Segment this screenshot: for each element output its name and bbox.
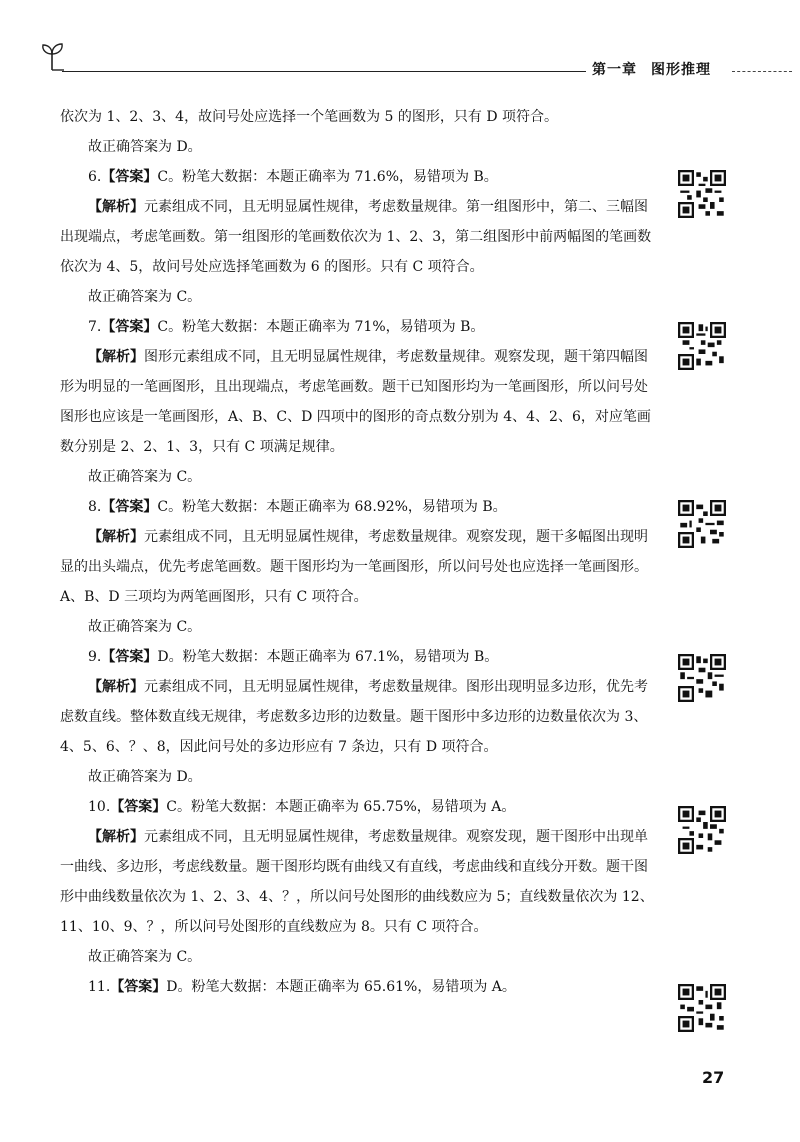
question-number: 11. <box>88 979 111 995</box>
chapter-number: 第一章 <box>592 62 637 78</box>
answer-tag: 【答案】 <box>101 649 158 665</box>
question-number: 6. <box>88 169 102 185</box>
answer-text: C。粉笔大数据：本题正确率为 71.6%，易错项为 B。 <box>157 169 498 185</box>
explanation-tag: 【解析】 <box>88 829 144 845</box>
explanation-tag: 【解析】 <box>88 529 144 545</box>
answer-conclusion: 故正确答案为 C。 <box>88 289 202 305</box>
page-header <box>0 0 800 80</box>
answer-conclusion: 故正确答案为 D。 <box>88 769 202 785</box>
answer-text: C。粉笔大数据：本题正确率为 71%，易错项为 B。 <box>157 319 485 335</box>
explanation-10 <box>60 822 660 942</box>
qr-code-icon[interactable] <box>678 984 726 1032</box>
question-number: 10. <box>88 799 111 815</box>
answer-text: C。粉笔大数据：本题正确率为 68.92%，易错项为 B。 <box>157 499 507 515</box>
explanation-6 <box>60 192 660 282</box>
answer-line-7 <box>60 312 660 342</box>
answer-line-11 <box>60 972 660 1002</box>
answer-tag: 【答案】 <box>101 319 158 335</box>
answer-line-10 <box>60 792 660 822</box>
explanation-text: 图形元素组成不同，且无明显属性规律，考虑数量规律。观察发现，题干第四幅图形为明显的一笔画图形，且出现端点，考虑笔画数。题干已知图形均为一笔画图形，所以问号处图形也应该是一笔画图形，A、B、C、D 四项中的图形的奇点数分别为 4、4、2、6，对应笔画数分别是 2、2、1、3，只有 C 项满足规律。 <box>60 349 651 455</box>
header-rule-dashed <box>732 71 792 72</box>
answer-conclusion: 故正确答案为 C。 <box>88 619 202 635</box>
qr-code-icon[interactable] <box>678 500 726 548</box>
question-number: 9. <box>88 649 102 665</box>
answer-line-9 <box>60 642 660 672</box>
answer-line-6 <box>60 162 660 192</box>
answer-tag: 【答案】 <box>110 799 167 815</box>
page-body <box>60 102 660 1002</box>
answer-tag: 【答案】 <box>101 169 158 185</box>
answer-tag: 【答案】 <box>110 979 167 995</box>
chapter-heading <box>592 59 711 79</box>
header-rule <box>62 71 586 72</box>
qr-code-icon[interactable] <box>678 322 726 370</box>
page-number: 27 <box>702 1068 725 1087</box>
answer-text: D。粉笔大数据：本题正确率为 67.1%，易错项为 B。 <box>157 649 499 665</box>
explanation-9 <box>60 672 660 762</box>
explanation-text: 元素组成不同，且无明显属性规律，考虑数量规律。观察发现，题干多幅图出现明显的出头端点，优先考虑笔画数。题干图形均为一笔画图形，所以问号处也应选择一笔画图形。A、B、D 三项均为两笔画图形，只有 C 项符合。 <box>60 529 648 605</box>
explanation-7 <box>60 342 660 462</box>
explanation-text: 元素组成不同，且无明显属性规律，考虑数量规律。观察发现，题干图形中出现单一曲线、多边形，考虑线数量。题干图形均既有曲线又有直线，考虑曲线和直线分开数。题干图形中曲线数量依次为 1、2、3、4、？，所以问号处图形的曲线数应为 5；直线数量依次为 12、11、10、9、？，所以问号处图形的直线数应为 8。只有 C 项符合。 <box>60 829 654 935</box>
qr-code-icon[interactable] <box>678 806 726 854</box>
explanation-text: 元素组成不同，且无明显属性规律，考虑数量规律。图形出现明显多边形，优先考虑数直线。整体数直线无规律，考虑数多边形的边数量。题干图形中多边形的边数量依次为 3、4、5、6、？、8，因此问号处的多边形应有 7 条边，只有 D 项符合。 <box>60 679 648 755</box>
answer-conclusion: 故正确答案为 C。 <box>88 469 202 485</box>
answer-text: C。粉笔大数据：本题正确率为 65.75%，易错项为 A。 <box>166 799 516 815</box>
answer-conclusion: 故正确答案为 C。 <box>88 949 202 965</box>
qr-code-icon[interactable] <box>678 654 726 702</box>
sprout-logo-icon <box>40 42 66 72</box>
answer-line-8 <box>60 492 660 522</box>
explanation-text: 元素组成不同，且无明显属性规律，考虑数量规律。第一组图形中，第二、三幅图出现端点，考虑笔画数。第一组图形的笔画数依次为 1、2、3，第二组图形中前两幅图的笔画数依次为 4、5，故问号处应选择笔画数为 6 的图形。只有 C 项符合。 <box>60 199 652 275</box>
explanation-8 <box>60 522 660 612</box>
question-number: 8. <box>88 499 102 515</box>
answer-conclusion: 故正确答案为 D。 <box>88 139 202 155</box>
answer-text: D。粉笔大数据：本题正确率为 65.61%，易错项为 A。 <box>166 979 516 995</box>
question-number: 7. <box>88 319 102 335</box>
explanation-tag: 【解析】 <box>88 349 144 365</box>
explanation-tag: 【解析】 <box>88 679 144 695</box>
answer-tag: 【答案】 <box>101 499 158 515</box>
text-line: 依次为 1、2、3、4，故问号处应选择一个笔画数为 5 的图形，只有 D 项符合。 <box>60 109 559 125</box>
qr-code-icon[interactable] <box>678 170 726 218</box>
explanation-tag: 【解析】 <box>88 199 144 215</box>
chapter-title: 图形推理 <box>651 62 711 78</box>
